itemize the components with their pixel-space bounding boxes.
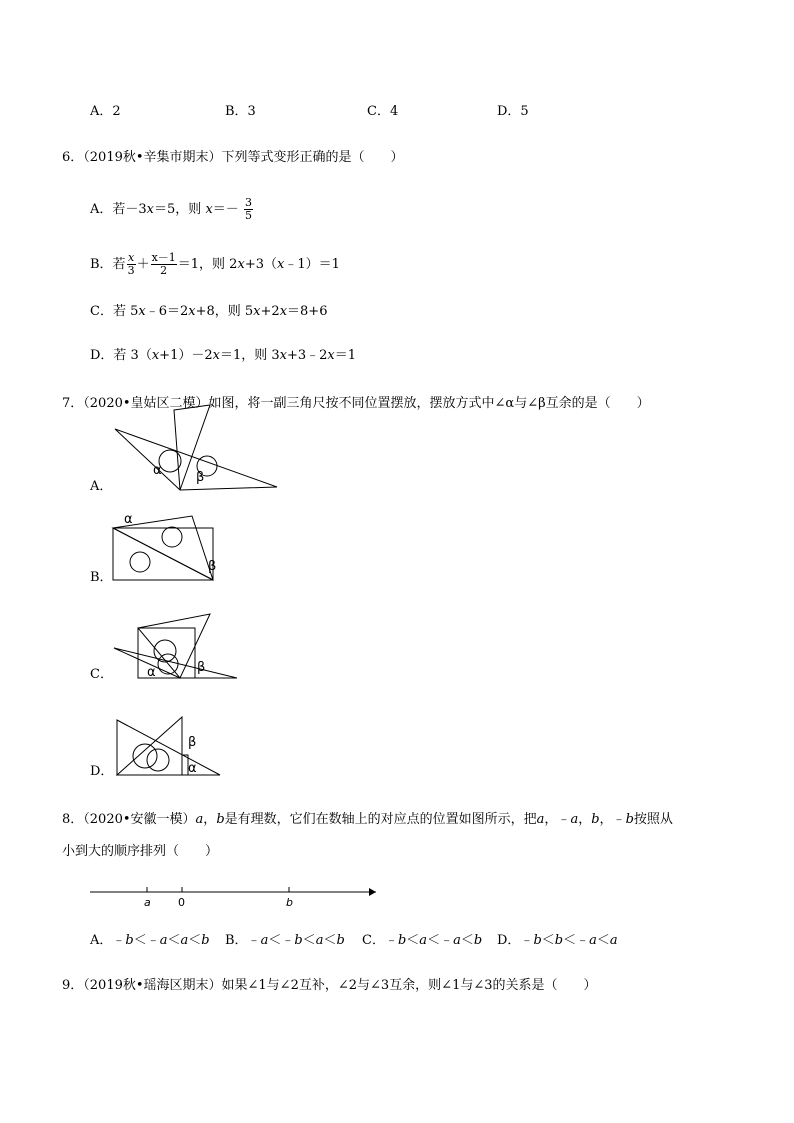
q6-option-b: B．若 $\frac{x}{3}$ ＋ $\frac{x-1}{2}$ ＝1，则 2x+3（x﹣1）＝1 [90,251,340,277]
q7-a-alpha: α [153,463,162,478]
q6-option-c: C．若 5x﹣6＝2x+8，则 5x+2x＝8+6 [90,304,328,319]
q6-b-fraction-1: $\frac{x}{3}$ [127,251,135,277]
axis-label-a: a [144,896,151,909]
q6-stem: 6．（2019秋•辛集市期末）下列等式变形正确的是（ ） [62,150,404,165]
q7-b-beta: β [208,559,217,574]
q8-option-b: B．﹣a＜﹣b＜a＜b [225,933,345,948]
q7-stem: 7．（2020•皇姑区二模）如图，将一副三角尺按不同位置摆放，摆放方式中∠α与∠β互余的是（ ） [62,396,650,411]
axis-label-0: 0 [178,896,185,909]
q7-option-c-label: C． [90,667,113,682]
q7-c-alpha: α [147,665,156,680]
q7-d-beta: β [188,735,197,750]
q8-stem-line2: 小到大的顺序排列（ ） [62,844,219,859]
axis-label-b: b [286,896,293,909]
q8-option-d: D．﹣b＜b＜﹣a＜a [497,933,618,948]
q5-option-a: A．2 [90,104,121,119]
q7-option-b-label: B． [90,570,113,585]
q6-b-fraction-2: $\frac{x-1}{2}$ [151,251,176,277]
q7-d-alpha: α [188,761,197,776]
q8-stem: 8．（2020•安徽一模）a，b是有理数，它们在数轴上的对应点的位置如图所示，把a，﹣a，b，﹣b按照从 [62,812,673,827]
q8-option-c: C．﹣b＜a＜﹣a＜b [362,933,483,948]
q6-option-d: D．若 3（x+1）－2x＝1，则 3x+3﹣2x＝1 [90,348,357,363]
q7-option-a-label: A． [90,479,113,494]
q6-option-a: A．若－3x＝5，则 x＝－ $\frac{3}{5}$ [90,196,252,222]
q6-a-fraction: $\frac{3}{5}$ [244,196,252,222]
q5-option-d: D．5 [497,104,529,119]
q9-stem: 9．（2019秋•瑶海区期末）如果∠1与∠2互补，∠2与∠3互余，则∠1与∠3的关系是（ ） [62,978,597,993]
q7-b-alpha: α [124,512,133,527]
q7-c-beta: β [197,660,206,675]
q7-a-beta: β [196,470,205,485]
q7-option-d-label: D． [90,764,114,779]
q5-option-c: C．4 [367,104,399,119]
q5-option-b: B．3 [225,104,256,119]
q8-option-a: A．﹣b＜﹣a＜a＜b [90,933,210,948]
